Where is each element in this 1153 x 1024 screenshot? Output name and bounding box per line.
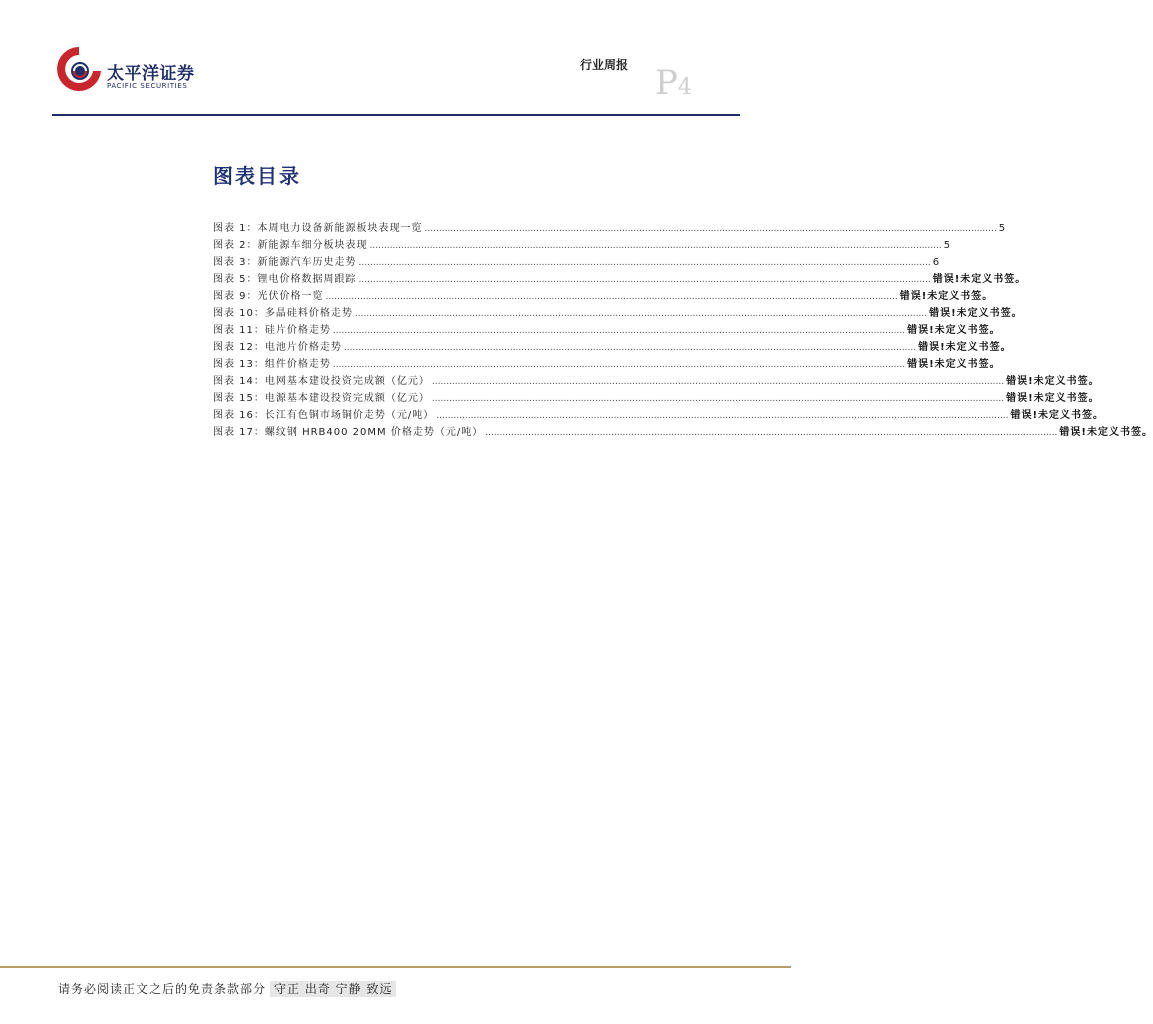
toc-item-page: 错误!未定义书签。 <box>907 359 1001 370</box>
toc-item-page: 6 <box>932 257 940 268</box>
toc-leader: ........................................................................................................................................................................................................ <box>343 343 917 353</box>
logo-text-cn: 太平洋证券 <box>107 64 195 84</box>
toc-item[interactable] <box>213 406 1105 423</box>
page-prefix: P <box>655 63 678 103</box>
toc-item-label: 图表 5：锂电价格数据周跟踪 <box>213 274 357 285</box>
toc-item[interactable] <box>213 372 1100 389</box>
toc-leader: ........................................................................................................................................................................................................ <box>431 394 1005 404</box>
toc-leader: ........................................................................................................................................................................................................ <box>325 292 898 302</box>
toc-leader: ........................................................................................................................................................................................................ <box>358 258 931 268</box>
document-type: 行业周报 <box>580 58 629 72</box>
toc-leader: ........................................................................................................................................................................................................ <box>332 326 906 336</box>
toc-item-label: 图表 16：长江有色铜市场铜价走势（元/吨） <box>213 410 435 421</box>
toc-item-label: 图表 2：新能源车细分板块表现 <box>213 240 368 251</box>
toc-item[interactable] <box>213 270 1027 287</box>
toc-leader: ........................................................................................................................................................................................................ <box>431 377 1005 387</box>
company-logo <box>55 44 215 94</box>
toc-leader: ........................................................................................................................................................................................................ <box>354 309 928 319</box>
toc-list <box>213 219 1153 440</box>
toc-item-label: 图表 1：本周电力设备新能源板块表现一览 <box>213 223 423 234</box>
pacific-securities-logo-icon <box>55 44 103 94</box>
toc-item-page: 错误!未定义书签。 <box>899 291 994 302</box>
toc-item-label: 图表 13：组件价格走势 <box>213 359 331 370</box>
footer <box>58 980 396 997</box>
toc-item-page: 错误!未定义书签。 <box>918 342 1012 353</box>
toc-item-label: 图表 11：硅片价格走势 <box>213 325 331 336</box>
toc-item[interactable] <box>213 423 1153 440</box>
toc-item[interactable] <box>213 287 994 304</box>
toc-item-label: 图表 9：光伏价格一览 <box>213 291 324 302</box>
toc-leader: ........................................................................................................................................................................................................ <box>436 411 1009 421</box>
toc-item[interactable] <box>213 236 951 253</box>
header-divider <box>52 114 740 116</box>
toc-leader: ........................................................................................................................................................................................................ <box>485 428 1058 438</box>
footer-divider <box>0 966 791 968</box>
toc-item-page: 错误!未定义书签。 <box>1010 410 1105 421</box>
toc-item-label: 图表 17：螺纹钢 HRB400 20MM 价格走势（元/吨） <box>213 427 484 438</box>
toc-leader: ........................................................................................................................................................................................................ <box>332 360 906 370</box>
logo-text-en: PACIFIC SECURITIES <box>107 82 188 90</box>
toc-item[interactable] <box>213 355 1001 372</box>
toc-item[interactable] <box>213 304 1023 321</box>
toc-item-label: 图表 3：新能源汽车历史走势 <box>213 257 357 268</box>
toc-item-page: 错误!未定义书签。 <box>929 308 1023 319</box>
toc-item-page: 5 <box>998 223 1006 234</box>
toc-item[interactable] <box>213 321 1001 338</box>
toc-item[interactable] <box>213 219 1006 236</box>
toc-leader: ........................................................................................................................................................................................................ <box>424 224 997 234</box>
toc-item-page: 错误!未定义书签。 <box>932 274 1027 285</box>
toc-leader: ........................................................................................................................................................................................................ <box>358 275 931 285</box>
toc-item[interactable] <box>213 338 1012 355</box>
toc-item[interactable] <box>213 253 940 270</box>
toc-item-page: 错误!未定义书签。 <box>1006 376 1100 387</box>
toc-item-label: 图表 15：电源基本建设投资完成额（亿元） <box>213 393 430 404</box>
toc-item-page: 5 <box>943 240 951 251</box>
toc-item-label: 图表 14：电网基本建设投资完成额（亿元） <box>213 376 430 387</box>
toc-item[interactable] <box>213 389 1100 406</box>
toc-leader: ........................................................................................................................................................................................................ <box>369 241 942 251</box>
page-number-value: 4 <box>677 75 692 100</box>
disclaimer-text: 请务必阅读正文之后的免责条款部分 <box>58 982 267 996</box>
company-motto: 守正 出奇 宁静 致远 <box>270 981 396 997</box>
toc-item-page: 错误!未定义书签。 <box>907 325 1001 336</box>
toc-item-label: 图表 12：电池片价格走势 <box>213 342 342 353</box>
toc-item-label: 图表 10：多晶硅料价格走势 <box>213 308 353 319</box>
toc-item-page: 错误!未定义书签。 <box>1059 427 1153 438</box>
page-number <box>655 63 692 103</box>
toc-item-page: 错误!未定义书签。 <box>1006 393 1100 404</box>
toc-title: 图表目录 <box>213 164 301 188</box>
